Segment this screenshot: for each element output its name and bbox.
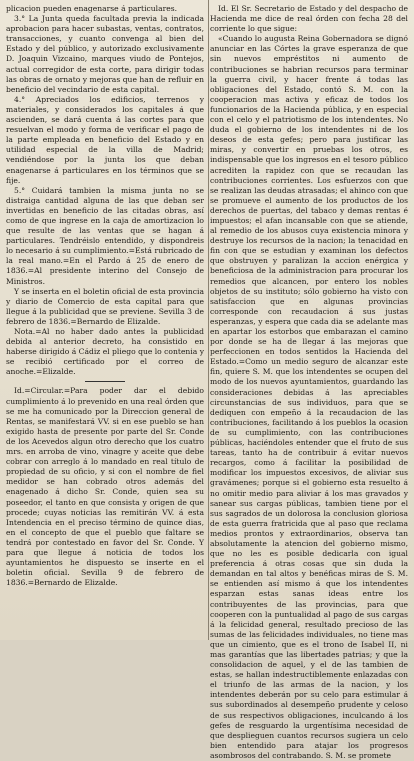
paragraph-circular: Id.=Circular.=Para poder dar el debido cumplimiento á lo prevenido en una real órden que se me ha comunicado por la Direccion general de Rentas, se manifestará VV. si en ese pueblo se han exigido hasta de presente por parte del Sr. Conde de los Acevedos algun otro derecho que los cuatro mrs. en arroba de vino, vinagre y aceite que debe cobrar con arreglo á lo mandado en real título de propiedad de su oficio, y si con el nombre de fiel medidor se han cobrado otros además del enagenado á dicho Sr. Conde, quien sea su poseedor, el tanto en que consista y origen de que procede; cuyas noticias las remitirán VV. á esta Intendencia en el preciso término de quince dias, en el concepto de que el pueblo que faltare se tendrá por contestado en favor del Sr. Conde. Y para que llegue á noticia de todos los ayuntamientos he dispuesto se inserte en el boletin oficial. Sevilla 9 de febrero de 1836.=Bernardo de Elizalde. [6,386,204,588]
paragraph-insertion-note: Y se inserta en el boletin oficial de esta provincia y diario de Comercio de esta capital para que llegue á la publicidad que se previene. Sevilla 3 de febrero de 1836.=Bernardo de Elizalde. [6,286,204,326]
section-separator [85,381,125,382]
column-divider [208,0,209,640]
left-column [6,4,204,640]
paragraph-id-header: Id. El Sr. Secretario de Estado y del despacho de Hacienda me dice de real órden con fecha 28 del corriente lo que sigue: [210,4,408,34]
paragraph-nota: Nota.=Al no haber dado antes la publicidad debida al anterior decreto, ha consistido en haberse dirigido á Cádiz el pliego que lo contenia y se recibió certificado por el correo de anoche.=Elizalde. [6,327,204,377]
paragraph-continuation: plicacion pueden enagenarse á particulares. [6,4,178,13]
paragraph-article-3: 3.° La Junta queda facultada previa la indicada aprobacion para hacer subastas, ventas, contratos, transacciones, y cuanto convenga al bien del Estado y del público, y autorizado exclusivamente D. Joaquin Vizcaino, marques viudo de Pontejos, actual corregidor de esta corte, para dirigir todas las obras de ornato y mejoras que han de refluir en beneficio del vecindario de esta capital. [6,14,204,94]
paragraph-article-4: 4.° Apreciados los edificios, terrenos y materiales, y considerados los capitales á que ascienden, se dará cuenta á las cortes para que resuelvan el modo y forma de verificar el pago de la parte empleada en beneficio del Estado y en utilidad especial de la villa de Madrid; vendiéndose por la junta los que deban enagenarse á particulares en los términos que se fije. [6,94,204,185]
right-column [210,4,408,760]
paragraph-article-5: 5.° Cuidará tambien la misma junta no se distraiga cantidad alguna de las que deban ser invertidas en beneficio de las citadas obras, así como de que ingrese en la caja de amortizacion lo que resulte de las ventas que se hagan á particulares. Tendréislo entendido, y dispondreis lo necesario á su cumplimiento.=Está rubricado de la real mano.=En el Pardo á 25 de enero de 1836.=Al presidente interino del Consejo de Ministros. [6,185,204,286]
paragraph-royal-order: «Cuando lo augusta Reina Gobernadora se dignó anunciar en las Córtes la grave esperanza de que sin nuevos empréstitos ni aumento de contribuciones se habrian recursos para terminar la guerra civil, y hacer frente á todas las obligaciones del Estado, contó S. M. con la cooperacion mas activa y eficaz de todos los funcionarios de la Hacienda pública, y en especial con el celo y el patriotismo de los intendentes. No duda el gobierno de los intendentes ni de los deseos de esta gefes; pero para justificar las miras, y convertir en pruebas los otros, es indispensable que los ingresos en el tesoro público acrediten la rapidez con que se recaudan las contribuciones corrientes. Los esfuerzos con que se realizan las deudas atrasadas; el ahinco con que se promueve el aumento de los productos de los derechos de puertas, del tabaco y demas rentas é impuestos; el afan incansable con que se atiende, al remedio de los abusos cuya existencia minora y destruye los recursos de la nacion; la tenacidad en fin con que se estudian y examinan los defectos que obstruyen y paralizan la accion enérgica y beneficiosa de la administracion para procurar los remedios que alcancen, por entero los nobles objetos de su instituto; sólo gobierno ha visto con satisfaccion que en algunas provincias corresponde con recaudacion á sus justas esperanzas, y espera que cada dia se adelante mas en apartar los estorbos que embarazan el camino por donde se ha de llegar á las mejoras que perfeccionen en todos sentidos la Hacienda del Estado.=Como un medio seguro de alcanzar este fin, quiere S. M. que los intendentes se ocupen del modo de los nuevos ayuntamientos, guardando las consideraciones debidas á las apreciables circunstancias de sus individuos, para que se dediquen con empeño á la recaudacion de las contribuciones, facilitando á los pueblos la ocasion de su cumplimiento, con las contribuciones públicas, haciéndoles entender que el fruto de sus tareas, tanto ha de contribuir á evitar nuevos recargos, como á facilitar la posibilidad de modificar los impuestos excesivos, de aliviar sus gravámenes; porque si el gobierno esta resuelto á no omitir medio para aliviar á los mas gravados y sanear sus cargas públicas, tambien tiene por el sus sagrados de un dolorosa la conclusion gloriosa de esta guerra fratricida que al paso que reclama medios prontos y extraordinarios, observa tan absolutamente la atencion del gobierno mismo, que no les es posible dedicarla con igual preferencia á otras cosas que sin duda la demandan en tal altos y benéficas miras de S. M. se entienden así mismo á que los intendentes esparzan estas sanas ideas entre los contribuyentes de las provincias, para que cooperen con la puntualidad al pago de sus cargas á la felicidad general, resultado precioso de las sumas de las felicidades individuales, no tiene mas que un cimiento, que es el trono de Isabel II, ni mas garantías que las libertades patrias; y que la consolidacion de aquel, y el de las tambien de estas, se hallan indestructiblemente enlazadas con el triunfo de las armas de la nacion, y los intendentes deberán por su celo para estimular á sus subordinados al desempeño prudente y celoso de sus respectivos obligaciones, inculcando á los gefes de resguardo la urgentísima necesidad de que desplieguen cuantos recursos sugiera un celo bien entendido para atajar los progresos asombrosos del contrabando. S. M. se promete [210,34,408,760]
